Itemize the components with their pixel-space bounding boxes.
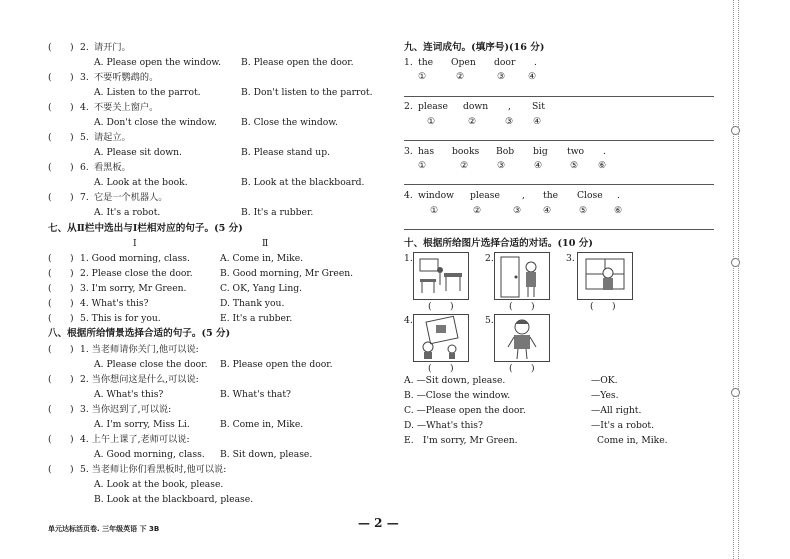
question-number: 4. [80, 102, 89, 113]
answer-blank[interactable]: ( ) [48, 283, 74, 294]
word-mark: ① [418, 160, 427, 171]
answer-blank[interactable]: ( ) [428, 301, 454, 312]
question-prompt: 1. 当老师请你关门,他可以说: [80, 344, 199, 355]
answer-blank[interactable]: ( ) [48, 298, 74, 309]
word: Close [577, 190, 603, 201]
option-b: B. Close the window. [241, 117, 338, 128]
question-prompt: 不要关上窗户。 [94, 102, 159, 113]
dialogue-option: E. I'm sorry, Mr Green. [404, 435, 518, 446]
word-mark: ① [430, 205, 439, 216]
answer-blank[interactable]: ( ) [48, 42, 74, 53]
word: door [494, 57, 516, 68]
question-prompt: 请开门。 [94, 42, 131, 53]
question-number: 7. [80, 192, 89, 203]
question-prompt: 5. 当老师让你们看黑板时,他可以说: [80, 464, 227, 475]
answer-blank[interactable]: ( ) [428, 363, 454, 374]
option-a: A. Please sit down. [94, 147, 182, 158]
answer-line[interactable] [404, 184, 714, 185]
binding-line-2 [738, 0, 739, 559]
dialogue-option: B. —Close the window. [404, 390, 511, 401]
option-a: A. Please close the door. [94, 359, 208, 370]
answer-blank[interactable]: ( ) [48, 374, 74, 385]
word: has [418, 146, 435, 157]
dialogue-reply: —Yes. [591, 390, 619, 401]
binding-hole-3 [731, 388, 740, 397]
word: books [452, 146, 480, 157]
answer-blank[interactable]: ( ) [48, 268, 74, 279]
word: Bob [496, 146, 515, 157]
section-title: 十、根据所给图片选择合适的对话。(10 分) [404, 238, 593, 249]
answer-blank[interactable]: ( ) [48, 313, 74, 324]
question-prompt: 请起立。 [94, 132, 131, 143]
word: . [603, 146, 606, 157]
section-title: 八、根据所给情景选择合适的句子。(5 分) [48, 328, 231, 339]
option-b: B. Don't listen to the parrot. [241, 87, 373, 98]
answer-blank[interactable]: ( ) [509, 363, 535, 374]
word: please [470, 190, 500, 201]
word-mark: ④ [528, 71, 537, 82]
word: the [543, 190, 559, 201]
word: the [418, 57, 434, 68]
answer-blank[interactable]: ( ) [509, 301, 535, 312]
match-right: C. OK, Yang Ling. [220, 283, 303, 294]
answer-blank[interactable]: ( ) [48, 344, 74, 355]
match-right: D. Thank you. [220, 298, 285, 309]
picture-classroom [413, 252, 469, 300]
word: . [534, 57, 537, 68]
answer-line[interactable] [404, 140, 714, 141]
answer-blank[interactable]: ( ) [48, 102, 74, 113]
dialogue-option: C. —Please open the door. [404, 405, 526, 416]
word-mark: ③ [497, 71, 506, 82]
item-number: 2. [404, 101, 413, 112]
option-a: A. Listen to the parrot. [94, 87, 201, 98]
dialogue-reply: Come in, Mike. [597, 435, 668, 446]
word: Sit [532, 101, 545, 112]
question-number: 2. [80, 42, 89, 53]
option-b: B. Sit down, please. [220, 449, 313, 460]
word-mark: ① [418, 71, 427, 82]
question-number: 3. [80, 72, 89, 83]
word-mark: ⑤ [579, 205, 588, 216]
item-number: 4. [404, 190, 413, 201]
binding-hole-2 [731, 258, 740, 267]
section-title: 七、从Ⅱ栏中选出与Ⅰ栏相对应的句子。(5 分) [48, 223, 243, 234]
match-right: B. Good morning, Mr Green. [220, 268, 354, 279]
answer-line[interactable] [404, 229, 714, 230]
word: down [463, 101, 489, 112]
question-prompt: 看黑板。 [94, 162, 131, 173]
answer-blank[interactable]: ( ) [48, 464, 74, 475]
word: please [418, 101, 448, 112]
option-a: A. It's a robot. [94, 207, 161, 218]
option-a: A. Please open the window. [94, 57, 222, 68]
picture-number: 4. [404, 315, 413, 326]
match-left: 5. This is for you. [80, 313, 161, 324]
picture-window [577, 252, 633, 300]
word: . [617, 190, 620, 201]
answer-blank[interactable]: ( ) [48, 404, 74, 415]
column-header-2: Ⅱ [262, 238, 269, 249]
binding-hole-1 [731, 126, 740, 135]
footer-title: 单元达标活页卷. 三年级英语 下 3B [48, 525, 160, 533]
word: , [522, 190, 525, 201]
option-a: A. I'm sorry, Miss Li. [94, 419, 190, 430]
word-mark: ⑥ [614, 205, 623, 216]
word-mark: ④ [543, 205, 552, 216]
match-left: 2. Please close the door. [80, 268, 193, 279]
question-prompt: 它是一个机器人。 [94, 192, 168, 203]
picture-number: 3. [566, 253, 575, 264]
word-mark: ⑥ [598, 160, 607, 171]
picture-boy [494, 314, 550, 362]
page-number: — 2 — [358, 516, 399, 530]
picture-number: 2. [485, 253, 494, 264]
question-prompt: 3. 当你迟到了,可以说: [80, 404, 172, 415]
question-number: 6. [80, 162, 89, 173]
match-right: A. Come in, Mike. [220, 253, 304, 264]
picture-number: 1. [404, 253, 413, 264]
question-prompt: 4. 上午上课了,老师可以说: [80, 434, 190, 445]
dialogue-option: A. —Sit down, please. [404, 375, 506, 386]
answer-blank[interactable]: ( ) [48, 162, 74, 173]
picture-robot [413, 314, 469, 362]
word: big [533, 146, 548, 157]
word-mark: ③ [505, 116, 514, 127]
picture-number: 5. [485, 315, 494, 326]
dialogue-option: D. —What's this? [404, 420, 483, 431]
match-left: 4. What's this? [80, 298, 149, 309]
question-prompt: 2. 当你想问这是什么,可以说: [80, 374, 199, 385]
dialogue-reply: —All right. [591, 405, 642, 416]
word: two [567, 146, 585, 157]
option-b: B. Look at the blackboard, please. [94, 494, 254, 505]
dialogue-reply: —It's a robot. [591, 420, 655, 431]
word: , [508, 101, 511, 112]
answer-blank[interactable]: ( ) [48, 72, 74, 83]
word-mark: ① [427, 116, 436, 127]
section-title: 九、连词成句。(填序号)(16 分) [404, 42, 545, 53]
option-a: A. Good morning, class. [94, 449, 205, 460]
answer-line[interactable] [404, 96, 714, 97]
picture-door [494, 252, 550, 300]
option-b: B. Please open the door. [241, 57, 354, 68]
option-b: B. It's a rubber. [241, 207, 314, 218]
match-right: E. It's a rubber. [220, 313, 293, 324]
answer-blank[interactable]: ( ) [48, 132, 74, 143]
word-mark: ④ [533, 116, 542, 127]
word-mark: ③ [513, 205, 522, 216]
binding-line-1 [733, 0, 734, 559]
word: Open [451, 57, 476, 68]
option-a: A. What's this? [94, 389, 164, 400]
match-left: 1. Good morning, class. [80, 253, 190, 264]
item-number: 3. [404, 146, 413, 157]
word-mark: ② [460, 160, 469, 171]
word-mark: ③ [497, 160, 506, 171]
column-header-1: Ⅰ [133, 238, 137, 249]
question-number: 5. [80, 132, 89, 143]
option-a: A. Look at the book, please. [94, 479, 224, 490]
question-prompt: 不要听鹦鹉的。 [94, 72, 159, 83]
word-mark: ⑤ [570, 160, 579, 171]
word: window [418, 190, 454, 201]
match-left: 3. I'm sorry, Mr Green. [80, 283, 187, 294]
option-b: B. Look at the blackboard. [241, 177, 365, 188]
word-mark: ② [468, 116, 477, 127]
answer-blank[interactable]: ( ) [590, 301, 616, 312]
option-b: B. What's that? [220, 389, 291, 400]
word-mark: ④ [534, 160, 543, 171]
dialogue-reply: —OK. [591, 375, 618, 386]
answer-blank[interactable]: ( ) [48, 253, 74, 264]
word-mark: ② [473, 205, 482, 216]
answer-blank[interactable]: ( ) [48, 192, 74, 203]
option-a: A. Don't close the window. [94, 117, 217, 128]
option-a: A. Look at the book. [94, 177, 188, 188]
option-b: B. Please stand up. [241, 147, 331, 158]
option-b: B. Come in, Mike. [220, 419, 304, 430]
item-number: 1. [404, 57, 413, 68]
option-b: B. Please open the door. [220, 359, 333, 370]
answer-blank[interactable]: ( ) [48, 434, 74, 445]
word-mark: ② [456, 71, 465, 82]
